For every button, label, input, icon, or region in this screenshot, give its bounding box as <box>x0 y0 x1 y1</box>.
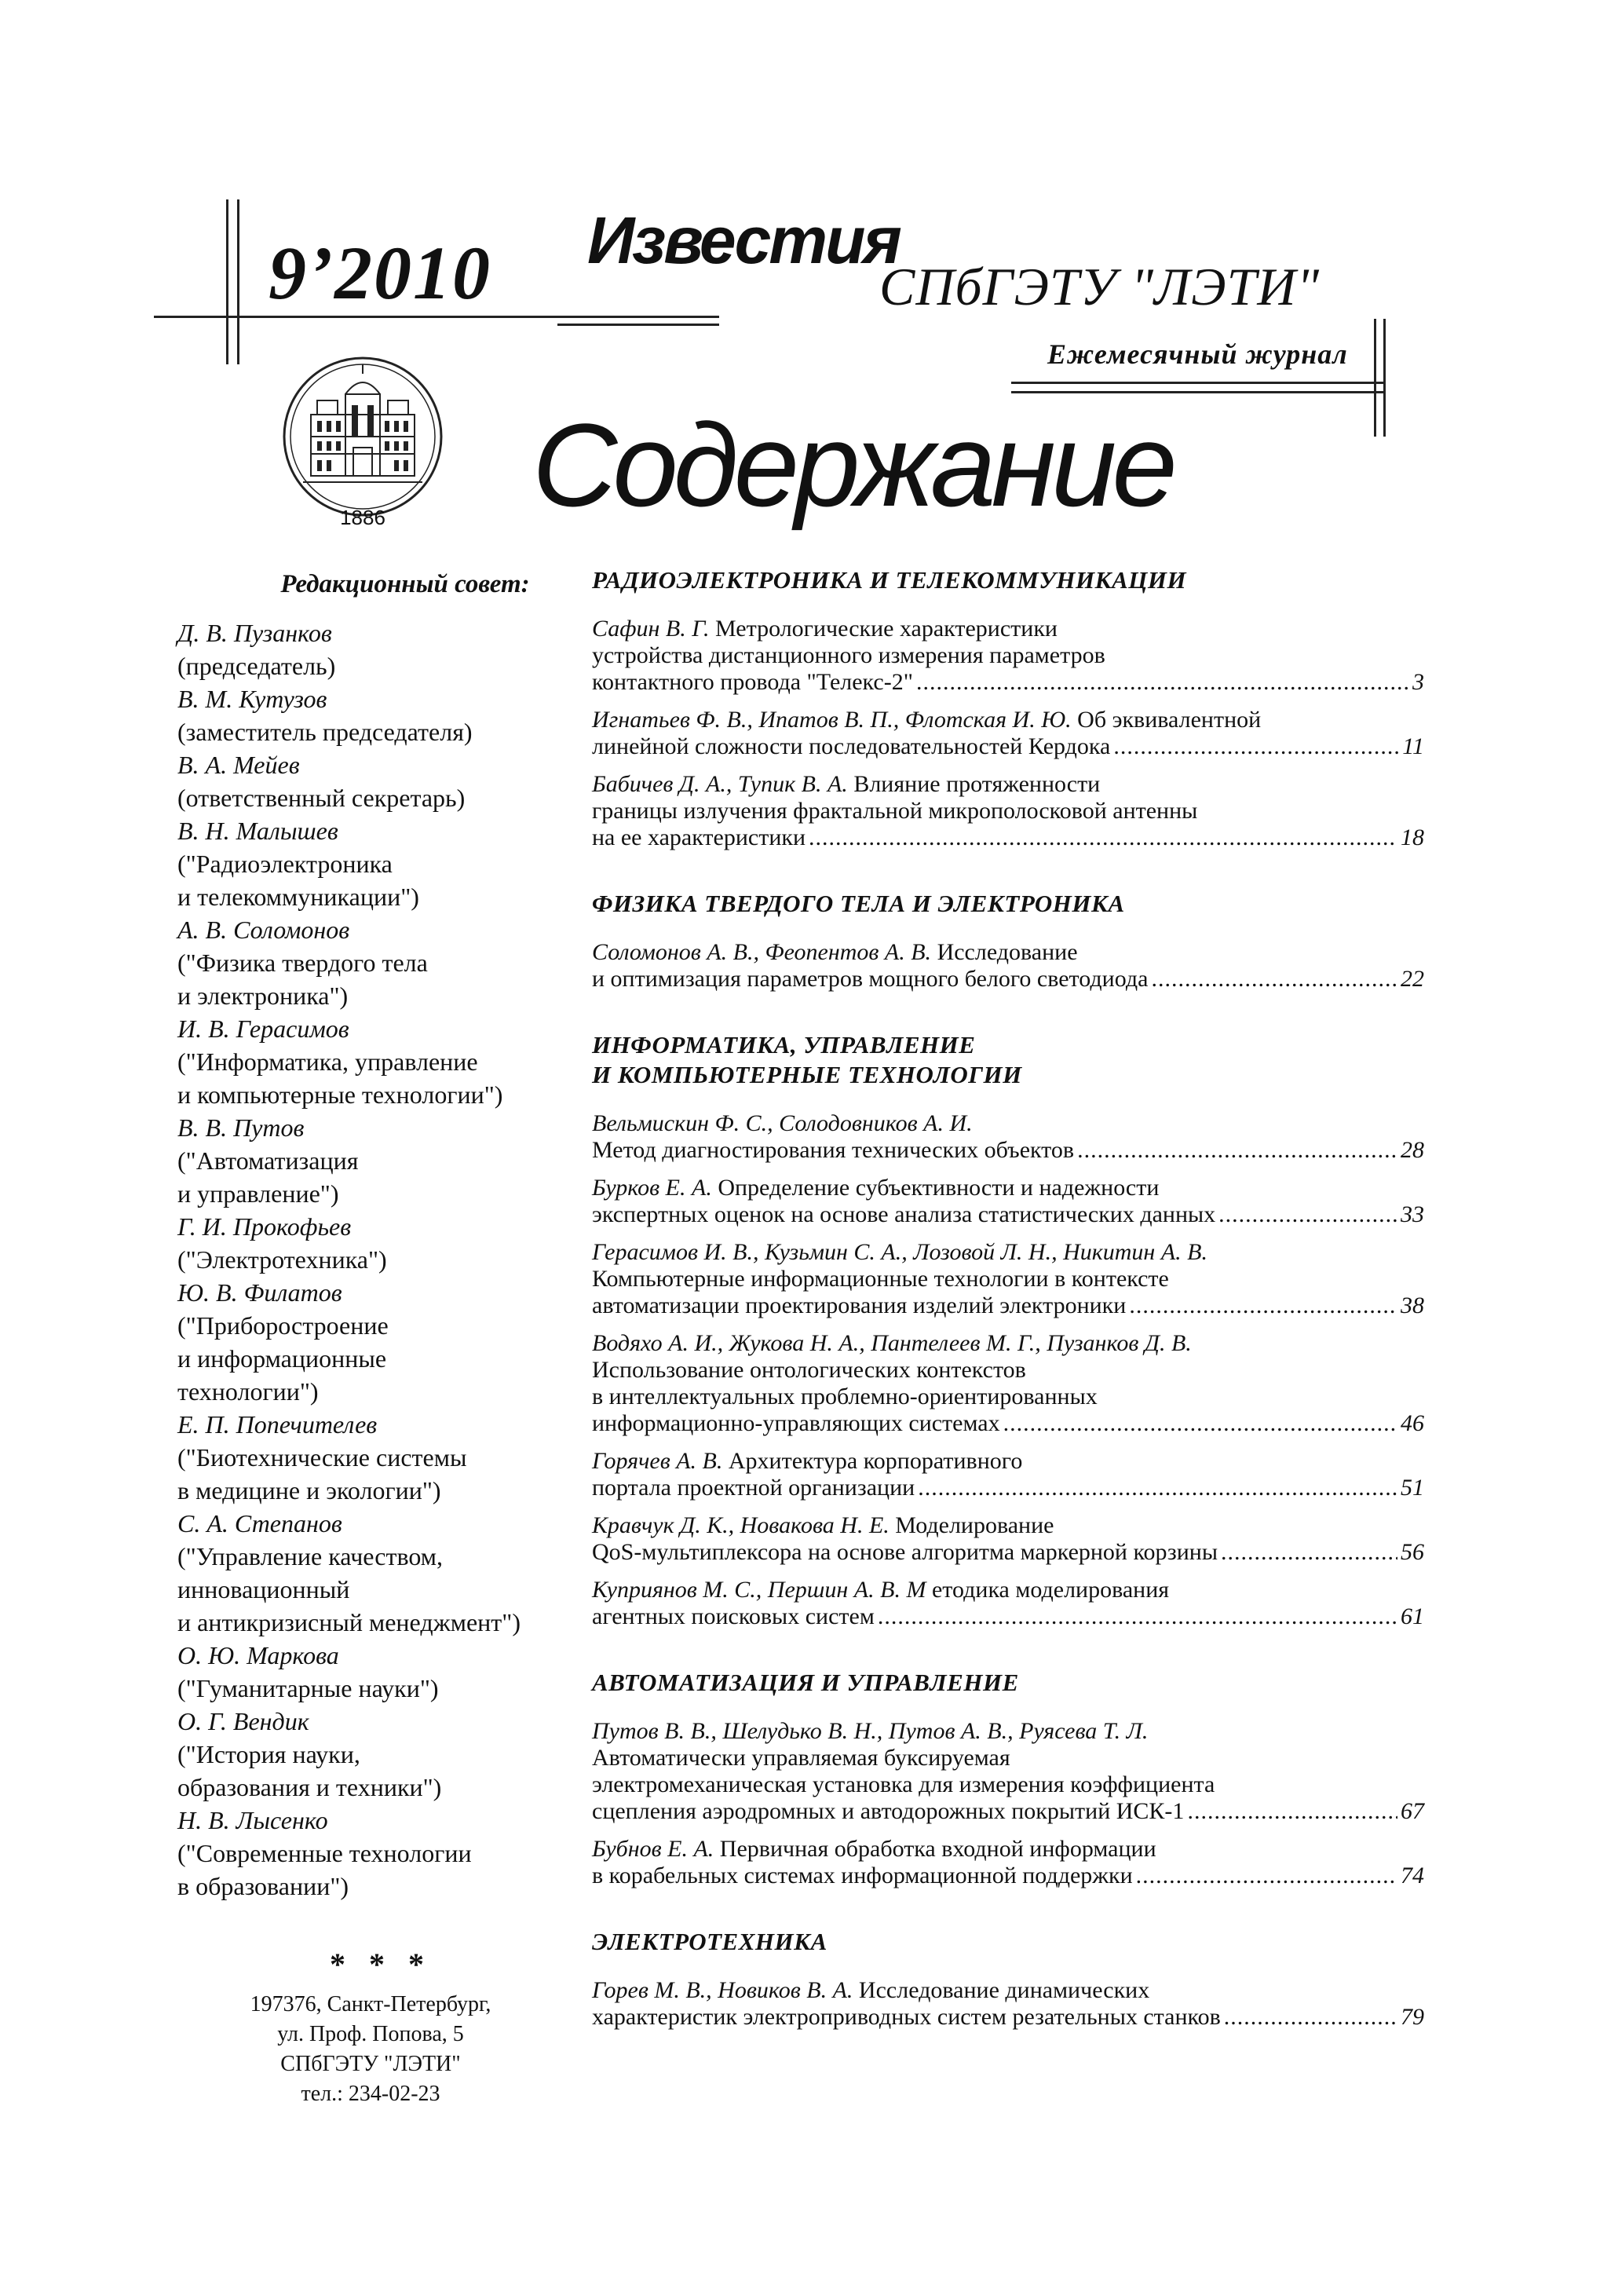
page-number: 3 <box>1412 669 1424 695</box>
address-line: СПбГЭТУ "ЛЭТИ" <box>280 2052 461 2076</box>
entry-title-line: агентных поисковых систем <box>592 1603 875 1629</box>
section-title: РАДИОЭЛЕКТРОНИКА И ТЕЛЕКОММУНИКАЦИИ <box>592 566 1187 594</box>
toc-entry[interactable] <box>592 1577 1424 1630</box>
leader-dots <box>1077 1137 1397 1164</box>
board-member-role: ("Современные технологии в образовании") <box>177 1839 472 1900</box>
board-member-role: ("Управление качеством, инновационный и антикризисный менеджмент") <box>177 1542 521 1636</box>
entry-title-line: на ее характеристики <box>592 824 806 850</box>
header-frame-line <box>226 199 228 364</box>
leader-dots <box>1218 1201 1397 1228</box>
toc-entry[interactable] <box>592 1448 1424 1501</box>
address-line: тел.: 234-02-23 <box>301 2082 440 2106</box>
board-member-name: В. Н. Малышев <box>177 817 338 845</box>
toc-entry[interactable] <box>592 1836 1424 1889</box>
board-member-role: ("Радиоэлектроника и телекоммуникации") <box>177 850 419 911</box>
entry-title-line: границы излучения фрактальной микрополосковой антенны <box>592 798 1198 824</box>
board-title: Редакционный совет: <box>280 570 530 598</box>
entry-authors: Куприянов М. С., Першин А. В. М <box>592 1577 926 1603</box>
address-line: ул. Проф. Попова, 5 <box>277 2022 464 2046</box>
toc-entry[interactable] <box>592 1330 1424 1437</box>
page-number: 22 <box>1401 966 1424 992</box>
toc-entry[interactable] <box>592 1512 1424 1566</box>
header-frame-line <box>557 324 719 326</box>
leader-dots <box>878 1603 1397 1630</box>
board-member-name: В. М. Кутузов <box>177 685 327 713</box>
address-block <box>206 1990 535 2109</box>
emblem-year: 1886 <box>340 506 385 529</box>
leader-dots <box>1129 1292 1397 1319</box>
entry-title-line: етодика моделирования <box>931 1577 1170 1603</box>
header-frame-line <box>1011 382 1385 384</box>
entry-title-line: информационно-управляющих системах <box>592 1410 1000 1436</box>
board-member-role: ("Автоматизация и управление") <box>177 1146 359 1208</box>
entry-authors: Герасимов И. В., Кузьмин С. А., Лозовой Л. Н., Никитин А. В. <box>592 1239 1207 1265</box>
board-member-role: ("История науки, образования и техники") <box>177 1740 442 1801</box>
page-number: 18 <box>1401 824 1424 850</box>
page-number: 61 <box>1401 1603 1424 1629</box>
board-member-name: Г. И. Прокофьев <box>177 1212 352 1241</box>
entry-title-line: Определение субъективности и надежности <box>718 1175 1160 1201</box>
issue-number: 9’2010 <box>269 231 491 315</box>
leader-dots <box>1187 1798 1397 1825</box>
section-title: АВТОМАТИЗАЦИЯ И УПРАВЛЕНИЕ <box>592 1669 1019 1696</box>
page-number: 56 <box>1401 1539 1424 1565</box>
entry-title-line: Первичная обработка входной информации <box>719 1836 1156 1862</box>
board-member-role: (председатель) <box>177 652 336 680</box>
entry-title-line: в корабельных системах информационной поддержки <box>592 1863 1133 1888</box>
board-member-name: И. В. Герасимов <box>177 1015 349 1043</box>
entry-title-line: Автоматически управляемая буксируемая <box>592 1745 1010 1771</box>
toc-entry[interactable] <box>592 1239 1424 1319</box>
entry-authors: Водяхо А. И., Жукова Н. А., Пантелеев М. Г., Пузанков Д. В. <box>592 1330 1192 1356</box>
header-frame-line <box>1374 319 1376 437</box>
toc-entry[interactable] <box>592 1175 1424 1228</box>
entry-authors: Бубнов Е. А. <box>592 1836 714 1862</box>
entry-title-line: Компьютерные информационные технологии в контексте <box>592 1266 1169 1292</box>
section-title: ФИЗИКА ТВЕРДОГО ТЕЛА И ЭЛЕКТРОНИКА <box>592 890 1125 917</box>
board-member-name: Д. В. Пузанков <box>177 619 332 647</box>
entry-title-line: Использование онтологических контекстов <box>592 1357 1026 1383</box>
leader-dots <box>918 1475 1397 1501</box>
entry-title-line: устройства дистанционного измерения параметров <box>592 642 1105 668</box>
entry-title-line: Исследование <box>937 939 1078 965</box>
leader-dots <box>1151 966 1397 993</box>
page-number: 51 <box>1401 1475 1424 1501</box>
page-number: 33 <box>1401 1201 1424 1227</box>
board-member-role: ("Биотехнические системы в медицине и экологии") <box>177 1443 467 1504</box>
page-number: 28 <box>1401 1137 1424 1163</box>
page-number: 79 <box>1401 2004 1424 2030</box>
entry-title-line: Об эквивалентной <box>1077 707 1262 733</box>
toc-section <box>592 889 1424 993</box>
leader-dots <box>1221 1539 1397 1566</box>
leader-dots <box>1113 733 1399 760</box>
university-emblem <box>279 350 446 547</box>
board-member-role: ("Гуманитарные науки") <box>177 1674 439 1702</box>
board-member-role: (ответственный секретарь) <box>177 784 466 812</box>
entry-title-line: Архитектура корпоративного <box>728 1448 1023 1474</box>
separator-stars: * * * <box>330 1947 432 1982</box>
board-member-name: Н. В. Лысенко <box>177 1806 328 1834</box>
board-member-role: ("Электротехника") <box>177 1245 387 1274</box>
board-member-name: Ю. В. Филатов <box>177 1278 342 1307</box>
board-member-name: О. Ю. Маркова <box>177 1641 339 1669</box>
leader-dots <box>809 824 1397 851</box>
toc-entry[interactable] <box>592 771 1424 851</box>
board-member-name: А. В. Соломонов <box>177 916 350 944</box>
page-number: 11 <box>1402 733 1424 759</box>
entry-title-line: характеристик электроприводных систем резательных станков <box>592 2004 1221 2030</box>
editorial-board <box>177 570 594 1903</box>
toc-entry[interactable] <box>592 1977 1424 2031</box>
entry-authors: Горячев А. В. <box>592 1448 723 1474</box>
address-line: 197376, Санкт-Петербург, <box>250 1992 491 2016</box>
toc-entry[interactable] <box>592 1110 1424 1164</box>
page-number: 38 <box>1401 1292 1424 1318</box>
entry-title-line: автоматизации проектирования изделий электроники <box>592 1292 1127 1318</box>
board-member-name: Е. П. Попечителев <box>177 1410 378 1439</box>
entry-title-line: в интеллектуальных проблемно-ориентированных <box>592 1384 1098 1409</box>
entry-title-line: Метрологические характеристики <box>715 616 1058 642</box>
toc-section <box>592 1927 1424 2031</box>
board-member-name: В. А. Мейев <box>177 751 300 779</box>
header-frame-line <box>1383 319 1386 437</box>
entry-authors: Игнатьев Ф. В., Ипатов В. П., Флотская И. Ю. <box>592 707 1072 733</box>
toc-entry[interactable] <box>592 707 1424 760</box>
entry-authors: Горев М. В., Новиков В. А. <box>592 1977 853 2003</box>
board-member-role: ("Информатика, управление и компьютерные технологии") <box>177 1047 503 1109</box>
board-member-role: (заместитель председателя) <box>177 718 473 746</box>
entry-authors: Бабичев Д. А., Тупик В. А. <box>592 771 848 797</box>
board-list <box>177 616 594 1903</box>
board-member-name: С. А. Степанов <box>177 1509 342 1537</box>
entry-title-line: линейной сложности последовательностей Кердока <box>592 733 1111 759</box>
entry-title-line: Метод диагностирования технических объектов <box>592 1137 1075 1163</box>
entry-title-line: и оптимизация параметров мощного белого светодиода <box>592 966 1149 992</box>
table-of-contents <box>592 565 1424 2068</box>
toc-entry[interactable] <box>592 1718 1424 1825</box>
entry-title-line: Моделирование <box>895 1512 1054 1538</box>
toc-section <box>592 1030 1424 1630</box>
board-member-name: О. Г. Вендик <box>177 1707 309 1735</box>
toc-section <box>592 1668 1424 1889</box>
entry-authors: Кравчук Д. К., Новакова Н. Е. <box>592 1512 890 1538</box>
entry-title-line: электромеханическая установка для измерения коэффициента <box>592 1771 1215 1797</box>
leader-dots <box>1003 1410 1397 1437</box>
entry-title-line: контактного провода "Телекс-2" <box>592 669 913 695</box>
leader-dots <box>1136 1863 1397 1889</box>
entry-authors: Вельмискин Ф. С., Солодовников А. И. <box>592 1110 973 1136</box>
section-title: ЭЛЕКТРОТЕХНИКА <box>592 1928 827 1955</box>
board-member-role: ("Физика твердого тела и электроника") <box>177 949 428 1010</box>
entry-title-line: портала проектной организации <box>592 1475 915 1501</box>
toc-entry[interactable] <box>592 939 1424 993</box>
toc-section <box>592 565 1424 851</box>
entry-title-line: QoS-мультиплексора на основе алгоритма маркерной корзины <box>592 1539 1218 1565</box>
board-member-role: ("Приборостроение и информационные технологии") <box>177 1311 389 1406</box>
section-title: ИНФОРМАТИКА, УПРАВЛЕНИЕ И КОМПЬЮТЕРНЫЕ ТЕХНОЛОГИИ <box>592 1031 1022 1088</box>
entry-title-line: Влияние протяженности <box>853 771 1101 797</box>
contents-heading: Содержание <box>532 399 1173 531</box>
header-frame-line <box>237 199 239 364</box>
toc-entry[interactable] <box>592 616 1424 696</box>
entry-title-line: экспертных оценок на основе анализа статистических данных <box>592 1201 1216 1227</box>
board-member-name: В. В. Путов <box>177 1113 305 1142</box>
university-name: СПбГЭТУ "ЛЭТИ" <box>879 257 1321 316</box>
page-number: 67 <box>1401 1798 1424 1824</box>
entry-authors: Бурков Е. А. <box>592 1175 712 1201</box>
entry-authors: Соломонов А. В., Феопентов А. В. <box>592 939 932 965</box>
entry-authors: Путов В. В., Шелудько В. Н., Путов А. В., Руясева Т. Л. <box>592 1718 1149 1744</box>
header-frame-line <box>1011 391 1385 393</box>
entry-title-line: Исследование динамических <box>858 1977 1150 2003</box>
entry-title-line: сцепления аэродромных и автодорожных покрытий ИСК-1 <box>592 1798 1185 1824</box>
journal-subtitle: Ежемесячный журнал <box>1047 338 1348 370</box>
entry-authors: Сафин В. Г. <box>592 616 710 642</box>
journal-title-word: Известия <box>587 203 900 277</box>
leader-dots <box>1224 2004 1397 2031</box>
page-number: 74 <box>1401 1863 1424 1888</box>
leader-dots <box>916 669 1409 696</box>
page-number: 46 <box>1401 1410 1424 1436</box>
